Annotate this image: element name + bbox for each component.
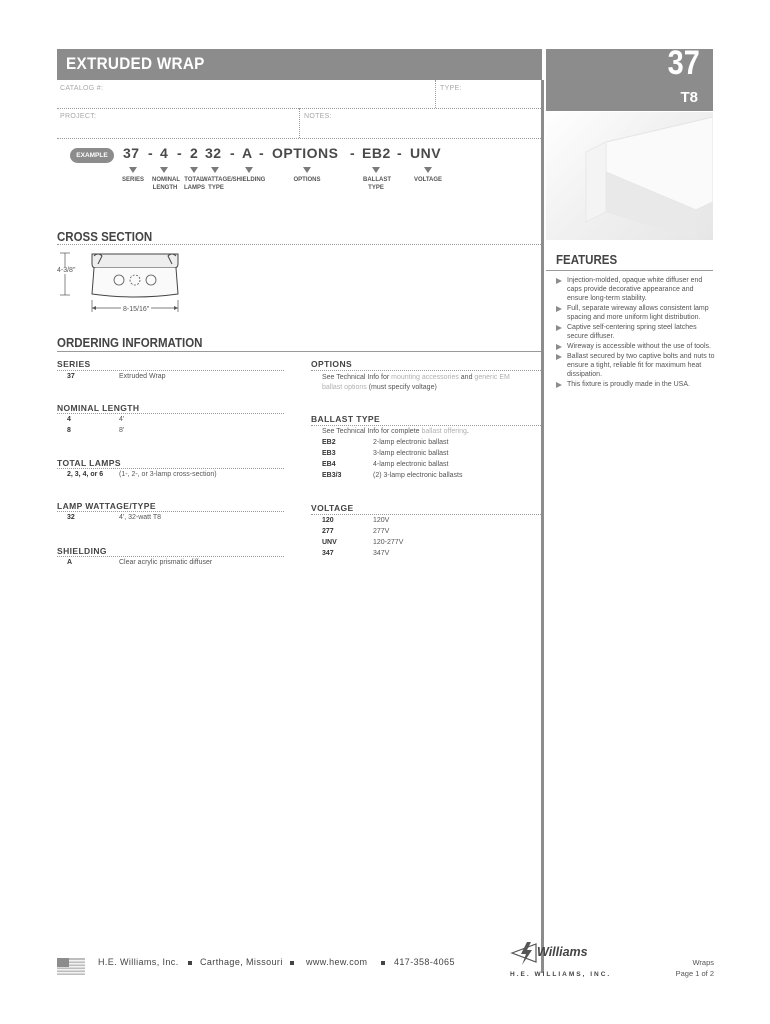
height-dimension: 4-3/8" (57, 267, 76, 274)
lamps-rule (57, 468, 284, 469)
code-voltage: UNV (410, 145, 442, 161)
code-series: 37 (123, 145, 140, 161)
us-flag-icon (57, 958, 85, 975)
ordering-rule (57, 351, 541, 352)
lamps-code: 2, 3, 4, or 6 (67, 471, 104, 478)
shielding-head: SHIELDING (57, 546, 107, 556)
separator-dot (381, 961, 385, 965)
feature-item: Ballast secured by two captive bolts and nuts to ensure a tight, reliable fit for maximum heat dissipation. (556, 352, 716, 379)
mounting-accessories-link[interactable]: mounting accessories (391, 374, 459, 381)
product-title: EXTRUDED WRAP (66, 54, 205, 73)
separator-dot (290, 961, 294, 965)
voltage-code: 347 (322, 550, 334, 557)
code-dash: - (230, 145, 236, 161)
label-shielding: SHIELDING (232, 177, 266, 183)
code-dash: - (148, 145, 154, 161)
voltage-desc: 347V (373, 550, 390, 557)
voltage-rule (311, 514, 541, 515)
options-text: See Technical Info for mounting accessories and generic EM ballast options (must specify voltage) (322, 374, 510, 391)
length-rule (57, 413, 284, 414)
label-series: SERIES (121, 177, 145, 183)
arrow-down-icon (424, 167, 432, 173)
ballast-intro: See Technical Info for complete ballast offering. (322, 428, 469, 435)
features-title: FEATURES (556, 253, 618, 267)
ballast-desc: (2) 3-lamp electronic ballasts (373, 472, 463, 479)
notes-label: NOTES: (304, 113, 332, 120)
footer-phone: 417-358-4065 (394, 957, 455, 967)
series-rule (57, 370, 284, 371)
length-head: NOMINAL LENGTH (57, 403, 140, 413)
feature-item: Injection-molded, opaque white diffuser end caps provide decorative appearance and ensure long-term stability. (556, 276, 716, 303)
feature-item: This fixture is proudly made in the USA. (556, 380, 716, 389)
footer-category: Wraps (692, 958, 714, 967)
type-label: TYPE: (440, 85, 462, 92)
series-head: SERIES (57, 359, 91, 369)
voltage-desc: 120V (373, 517, 390, 524)
feature-item: Full, separate wireway allows consistent lamp spacing and more uniform light distribution. (556, 304, 716, 322)
code-dash: - (259, 145, 265, 161)
features-rule (546, 270, 713, 271)
ballast-code: EB4 (322, 461, 336, 468)
ballast-desc: 2-lamp electronic ballast (373, 439, 449, 446)
label-ballast: BALLAST TYPE (363, 177, 391, 191)
catalog-label: CATALOG #: (60, 85, 104, 92)
lamp-type: T8 (680, 89, 698, 106)
williams-logo-text: Williams (537, 945, 588, 959)
label-lamps: TOTAL LAMPS (184, 177, 205, 191)
arrow-down-icon (211, 167, 219, 173)
column-divider (541, 80, 544, 973)
label-length: NOMINAL LENGTH (152, 177, 180, 191)
length-code: 8 (67, 427, 71, 434)
shielding-code: A (67, 559, 73, 566)
code-options: OPTIONS (272, 145, 339, 161)
length-desc: 8' (119, 427, 125, 434)
code-dash: - (397, 145, 403, 161)
wattage-desc: 4', 32-watt T8 (119, 514, 162, 521)
length-desc: 4' (119, 416, 125, 423)
voltage-code: 120 (322, 517, 334, 524)
lamps-head: TOTAL LAMPS (57, 458, 121, 468)
options-head: OPTIONS (311, 359, 353, 369)
project-notes-divider (299, 108, 300, 138)
ballast-code: EB3/3 (322, 472, 342, 479)
ballast-options-link[interactable]: ballast options (322, 384, 367, 391)
code-wattage: 32 (205, 145, 222, 161)
footer-location: Carthage, Missouri (200, 957, 283, 967)
ballast-desc: 4-lamp electronic ballast (373, 461, 449, 468)
arrow-down-icon (190, 167, 198, 173)
arrow-down-icon (160, 167, 168, 173)
options-rule (311, 370, 541, 371)
arrow-down-icon (303, 167, 311, 173)
ballast-code: EB2 (322, 439, 336, 446)
lamps-desc: (1-, 2-, or 3-lamp cross-section) (119, 471, 217, 478)
ballast-head: BALLAST TYPE (311, 414, 381, 424)
wattage-code: 32 (67, 514, 75, 521)
ballast-code: EB3 (322, 450, 336, 457)
ballast-rule (311, 425, 541, 426)
code-lamps: 2 (190, 145, 199, 161)
label-voltage: VOLTAGE (413, 177, 443, 183)
voltage-desc: 277V (373, 528, 390, 535)
cross-section-rule (57, 244, 541, 245)
width-dimension: 8-15/16" (123, 306, 150, 313)
voltage-code: UNV (322, 539, 337, 546)
code-dash: - (177, 145, 183, 161)
footer-website[interactable]: www.hew.com (306, 957, 368, 967)
footer-company: H.E. Williams, Inc. (98, 957, 179, 967)
code-ballast: EB2 (362, 145, 391, 161)
williams-logo-sub: H.E. WILLIAMS, INC. (510, 971, 612, 978)
shielding-desc: Clear acrylic prismatic diffuser (119, 559, 213, 566)
series-code: 37 (67, 373, 75, 380)
arrow-down-icon (245, 167, 253, 173)
feature-item: Wireway is accessible without the use of tools. (556, 342, 716, 351)
voltage-code: 277 (322, 528, 334, 535)
generic-em-link[interactable]: generic EM (474, 374, 510, 381)
separator-dot (188, 961, 192, 965)
catalog-type-divider (435, 80, 436, 108)
arrow-down-icon (129, 167, 137, 173)
page-number: Page 1 of 2 (675, 969, 714, 978)
code-shielding: A (242, 145, 253, 161)
example-badge: EXAMPLE (70, 148, 114, 163)
code-dash: - (350, 145, 356, 161)
product-photo (546, 112, 713, 240)
label-options: OPTIONS (293, 177, 321, 183)
feature-item: Captive self-centering spring steel latches secure diffuser. (556, 323, 716, 341)
ballast-desc: 3-lamp electronic ballast (373, 450, 449, 457)
voltage-head: VOLTAGE (311, 503, 354, 513)
length-code: 4 (67, 416, 71, 423)
shielding-rule (57, 556, 284, 557)
cross-section-title: CROSS SECTION (57, 230, 153, 244)
wattage-rule (57, 511, 284, 512)
series-number: 37 (667, 44, 700, 82)
project-label: PROJECT: (60, 113, 97, 120)
wattage-head: LAMP WATTAGE/TYPE (57, 501, 156, 511)
series-desc: Extruded Wrap (119, 373, 166, 380)
features-list (556, 276, 716, 390)
arrow-down-icon (372, 167, 380, 173)
ordering-title: ORDERING INFORMATION (57, 336, 203, 350)
williams-logo-icon (510, 938, 540, 968)
voltage-desc: 120-277V (373, 539, 404, 546)
code-length: 4 (160, 145, 169, 161)
project-rule (57, 138, 541, 139)
ballast-offering-link[interactable]: ballast offering (421, 428, 467, 435)
label-wattage: WATTAGE/ TYPE (202, 177, 233, 191)
